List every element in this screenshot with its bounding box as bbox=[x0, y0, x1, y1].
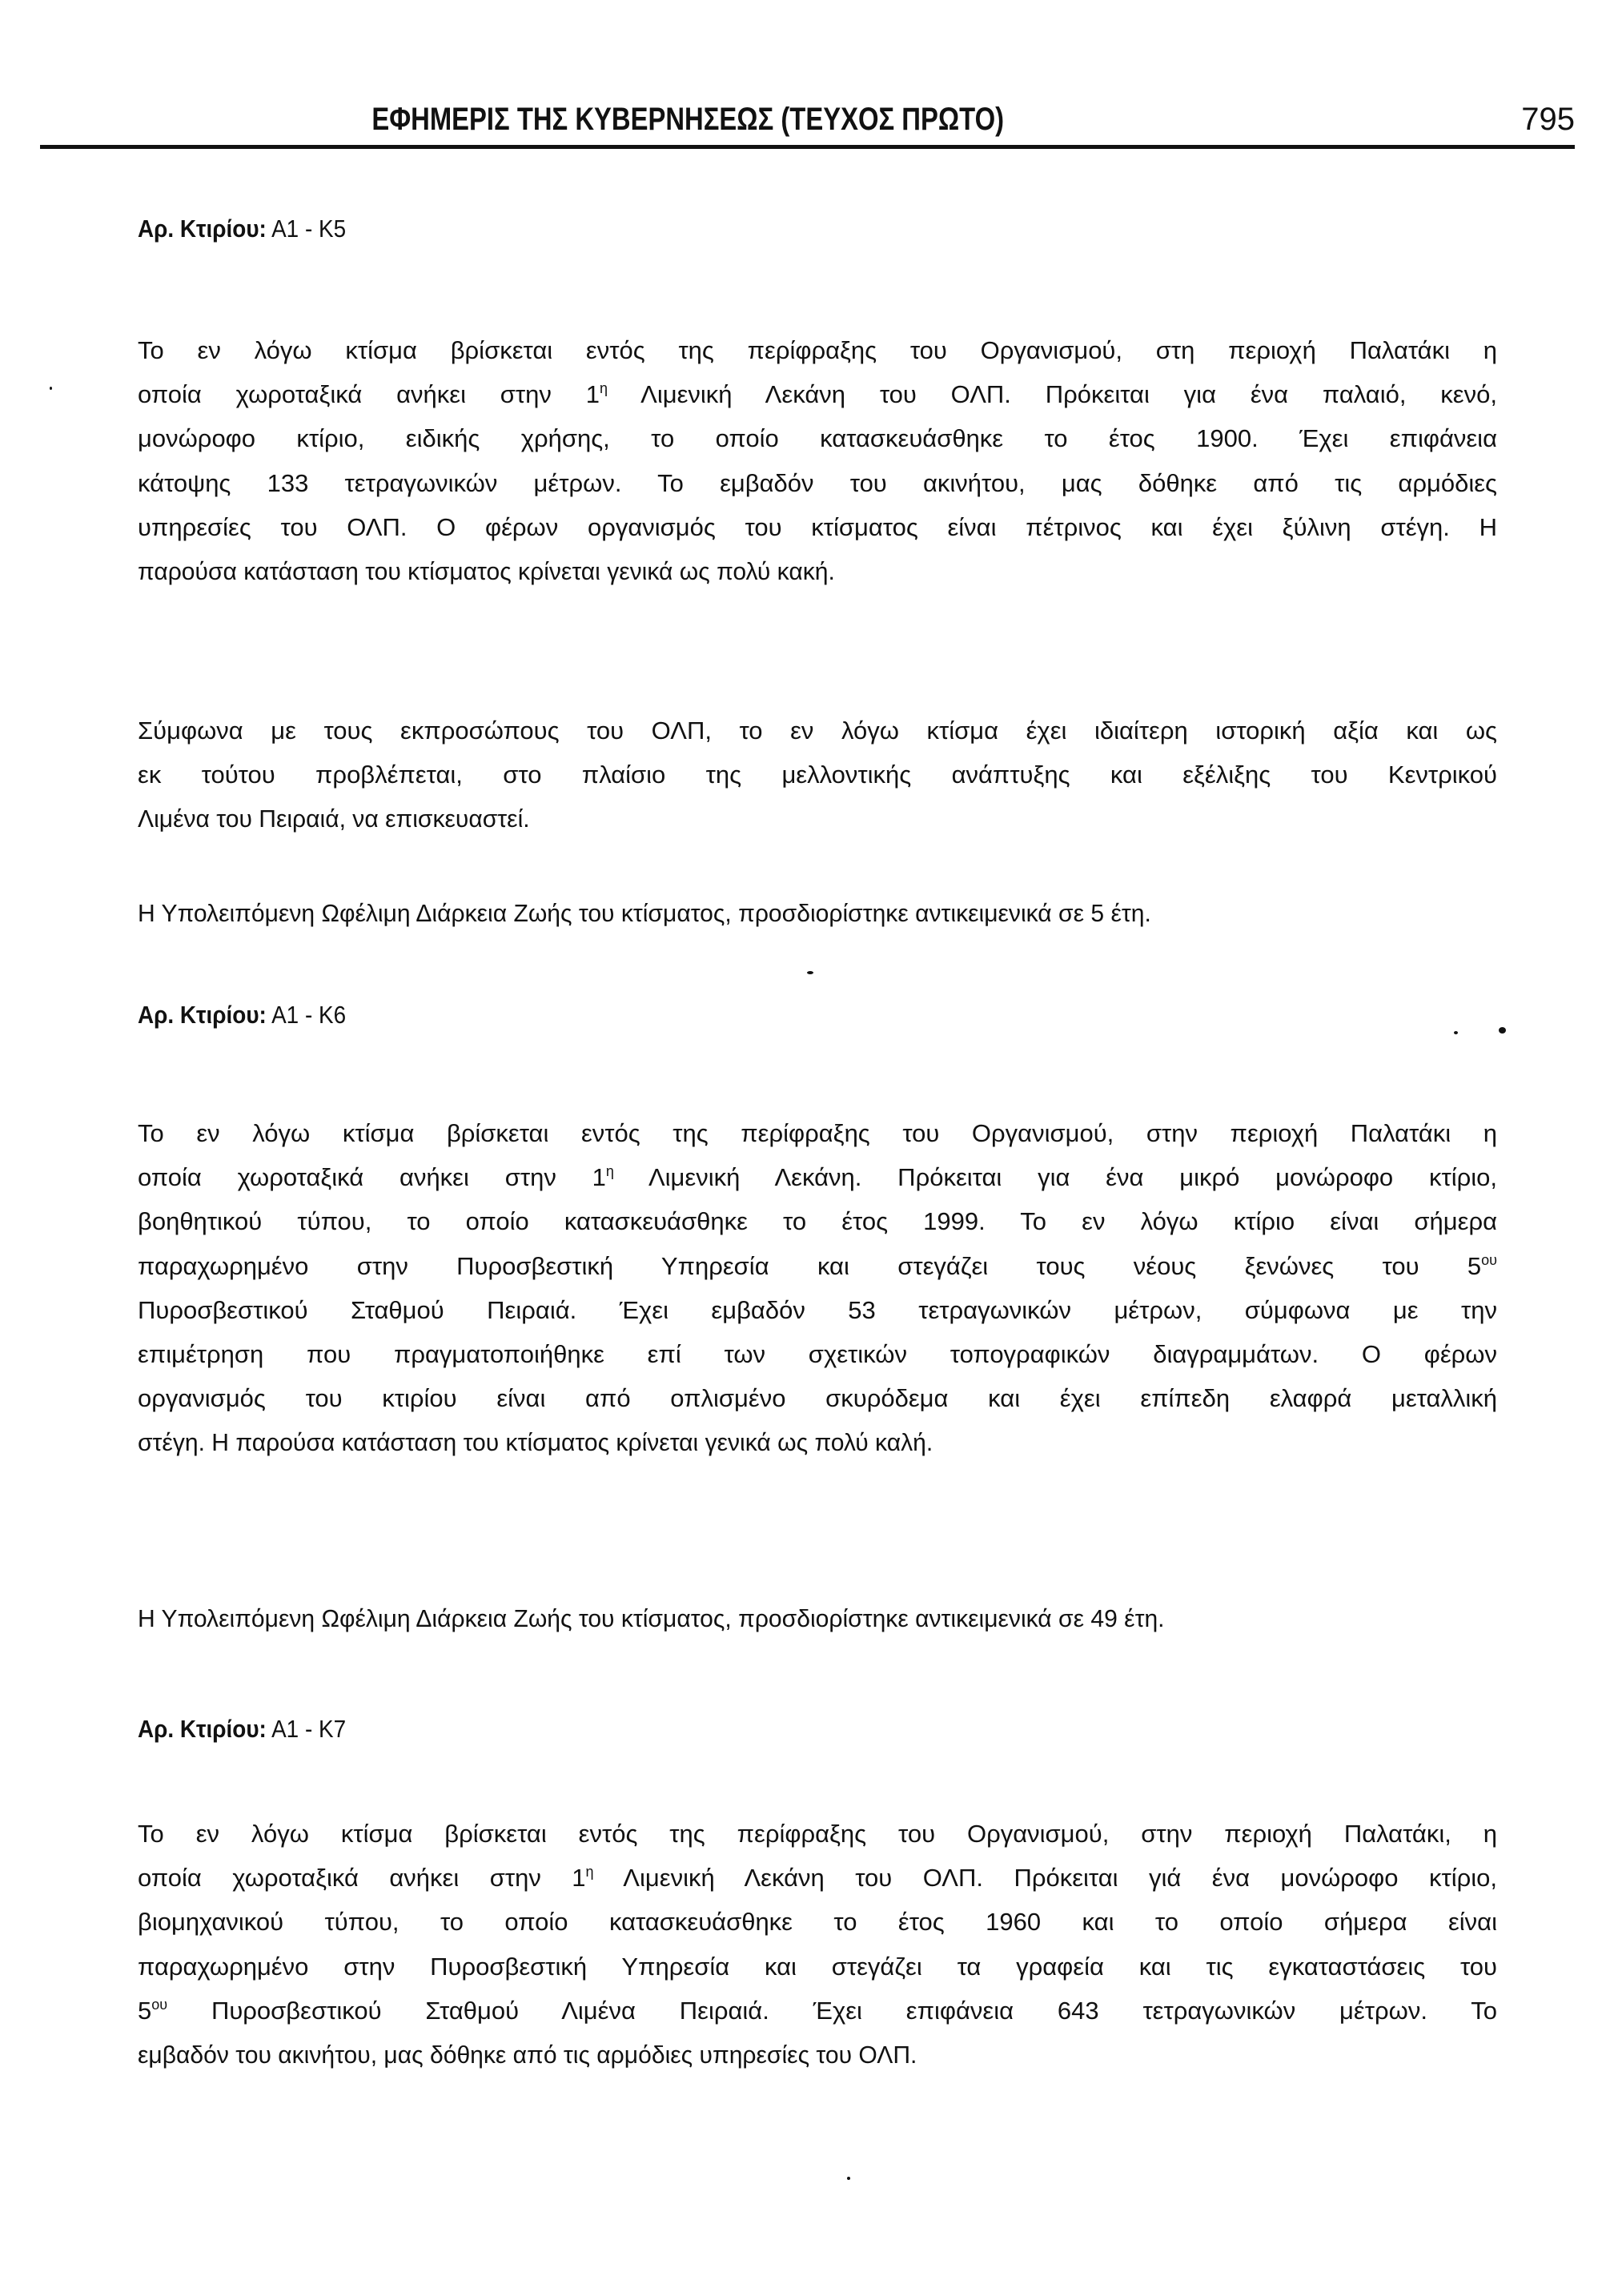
building-heading-label: Αρ. Κτιρίου: bbox=[138, 1715, 267, 1743]
ordinal-suffix: η bbox=[605, 1163, 614, 1180]
paragraph-line: βοηθητικού τύπου, το οποίο κατασκευάσθηκε το έτος 1999. Το εν λόγω κτίριο είναι σήμερα bbox=[138, 1207, 1497, 1236]
building-id: Α1 - Κ7 bbox=[266, 1715, 347, 1743]
paragraph-line: οποία χωροταξικά ανήκει στην $1^\eta$ Λιμενική Λεκάνη. Πρόκειται για ένα μικρό μονώροφο κτίριο, bbox=[138, 1163, 1497, 1192]
building-id: Α1 - Κ5 bbox=[266, 215, 347, 243]
ordinal-suffix: η bbox=[585, 1864, 594, 1881]
paragraph-line: παραχωρημένο στην Πυροσβεστική Υπηρεσία και στεγάζει τα γραφεία και τις εγκαταστάσεις του bbox=[138, 1952, 1497, 1981]
paragraph-line: Λιμένα του Πειραιά, να επισκευαστεί. bbox=[138, 805, 530, 833]
paragraph-line: μονώροφο κτίριο, ειδικής χρήσης, το οποίο κατασκευάσθηκε το έτος 1900. Έχει επιφάνεια bbox=[138, 424, 1497, 453]
paragraph-line: Το εν λόγω κτίσμα βρίσκεται εντός της περίφραξης του Οργανισμού, στην περιοχή Παλατάκι, η bbox=[138, 1820, 1497, 1848]
paragraph-line: εμβαδόν του ακινήτου, μας δόθηκε από τις αρμόδιες υπηρεσίες του ΟΛΠ. bbox=[138, 2041, 917, 2069]
paragraph-line: επιμέτρηση που πραγματοποιήθηκε επί των σχετικών τοπογραφικών διαγραμμάτων. Ο φέρων bbox=[138, 1340, 1497, 1368]
paragraph-line: στέγη. Η παρούσα κατάσταση του κτίσματος κρίνεται γενικά ως πολύ καλή. bbox=[138, 1428, 933, 1457]
paragraph-line: εκ τούτου προβλέπεται, στο πλαίσιο της μελλοντικής ανάπτυξης και εξέλιξης του Κεντρικού bbox=[138, 761, 1497, 789]
paragraph-line: οποία χωροταξικά ανήκει στην $1^\eta$ Λιμενική Λεκάνη του ΟΛΠ. Πρόκειται για ένα παλαιό, κενό, bbox=[138, 380, 1497, 409]
scan-speck bbox=[50, 387, 52, 390]
paragraph-line: οποία χωροταξικά ανήκει στην $1^\eta$ Λιμενική Λεκάνη του ΟΛΠ. Πρόκειται γιά ένα μονώροφο κτίριο, bbox=[138, 1864, 1497, 1893]
building-heading bbox=[138, 213, 346, 245]
page-number: 795 bbox=[1521, 102, 1575, 137]
paragraph-line: κάτοψης 133 τετραγωνικών μέτρων. Το εμβαδόν του ακινήτου, μας δόθηκε από τις αρμόδιες bbox=[138, 468, 1497, 497]
paragraph-line: υπηρεσίες του ΟΛΠ. Ο φέρων οργανισμός του κτίσματος είναι πέτρινος και έχει ξύλινη στέγη. Η bbox=[138, 512, 1497, 541]
header-rule bbox=[40, 145, 1575, 149]
paragraph-line: Σύμφωνα με τους εκπροσώπους του ΟΛΠ, το εν λόγω κτίσμα έχει ιδιαίτερη ιστορική αξία και ως bbox=[138, 716, 1497, 745]
building-heading bbox=[138, 1713, 346, 1745]
paragraph-line: παρούσα κατάσταση του κτίσματος κρίνεται γενικά ως πολύ κακή. bbox=[138, 557, 835, 585]
ordinal-suffix: η bbox=[600, 380, 608, 397]
building-id: Α1 - Κ6 bbox=[266, 1001, 347, 1029]
paragraph-line: βιομηχανικού τύπου, το οποίο κατασκευάσθηκε το έτος 1960 και το οποίο σήμερα είναι bbox=[138, 1908, 1497, 1937]
building-heading-label: Αρ. Κτιρίου: bbox=[138, 215, 267, 243]
paragraph-line: Το εν λόγω κτίσμα βρίσκεται εντός της περίφραξης του Οργανισμού, στη περιοχή Παλατάκι η bbox=[138, 336, 1497, 364]
ordinal-suffix: ου bbox=[151, 1996, 168, 2013]
building-heading bbox=[138, 999, 346, 1031]
running-header bbox=[0, 99, 1618, 139]
paragraph-line: Το εν λόγω κτίσμα βρίσκεται εντός της περίφραξης του Οργανισμού, στην περιοχή Παλατάκι η bbox=[138, 1119, 1497, 1147]
paragraph-line: Η Υπολειπόμενη Ωφέλιμη Διάρκεια Ζωής του κτίσματος, προσδιορίστηκε αντικειμενικά σε 49 έτη. bbox=[138, 1604, 1165, 1632]
paragraph-line: οργανισμός του κτιρίου είναι από οπλισμένο σκυρόδεμα και έχει επίπεδη ελαφρά μεταλλική bbox=[138, 1384, 1497, 1413]
paragraph-line: παραχωρημένο στην Πυροσβεστική Υπηρεσία και στεγάζει τους νέους ξενώνες του $5^{o\upsilon}$ bbox=[138, 1251, 1497, 1280]
gazette-title: ΕΦΗΜΕΡΙΣ ΤΗΣ ΚΥΒΕΡΝΗΣΕΩΣ (ΤΕΥΧΟΣ ΠΡΩΤΟ) bbox=[371, 102, 1005, 137]
scan-speck bbox=[807, 971, 813, 974]
paragraph-line: Η Υπολειπόμενη Ωφέλιμη Διάρκεια Ζωής του κτίσματος, προσδιορίστηκε αντικειμενικά σε 5 έτη. bbox=[138, 899, 1151, 927]
scan-speck bbox=[847, 2177, 850, 2180]
ordinal-suffix: ου bbox=[1481, 1251, 1497, 1268]
scan-speck bbox=[1499, 1027, 1506, 1034]
paragraph-line: Πυροσβεστικού Σταθμού Πειραιά. Έχει εμβαδόν 53 τετραγωνικών μέτρων, σύμφωνα με την bbox=[138, 1295, 1497, 1324]
building-heading-label: Αρ. Κτιρίου: bbox=[138, 1001, 267, 1029]
paragraph-line: $5^{o\upsilon}$ Πυροσβεστικού Σταθμού Λιμένα Πειραιά. Έχει επιφάνεια 643 τετραγωνικών μέτρων. Το bbox=[138, 1996, 1497, 2025]
scan-speck bbox=[1454, 1031, 1458, 1034]
